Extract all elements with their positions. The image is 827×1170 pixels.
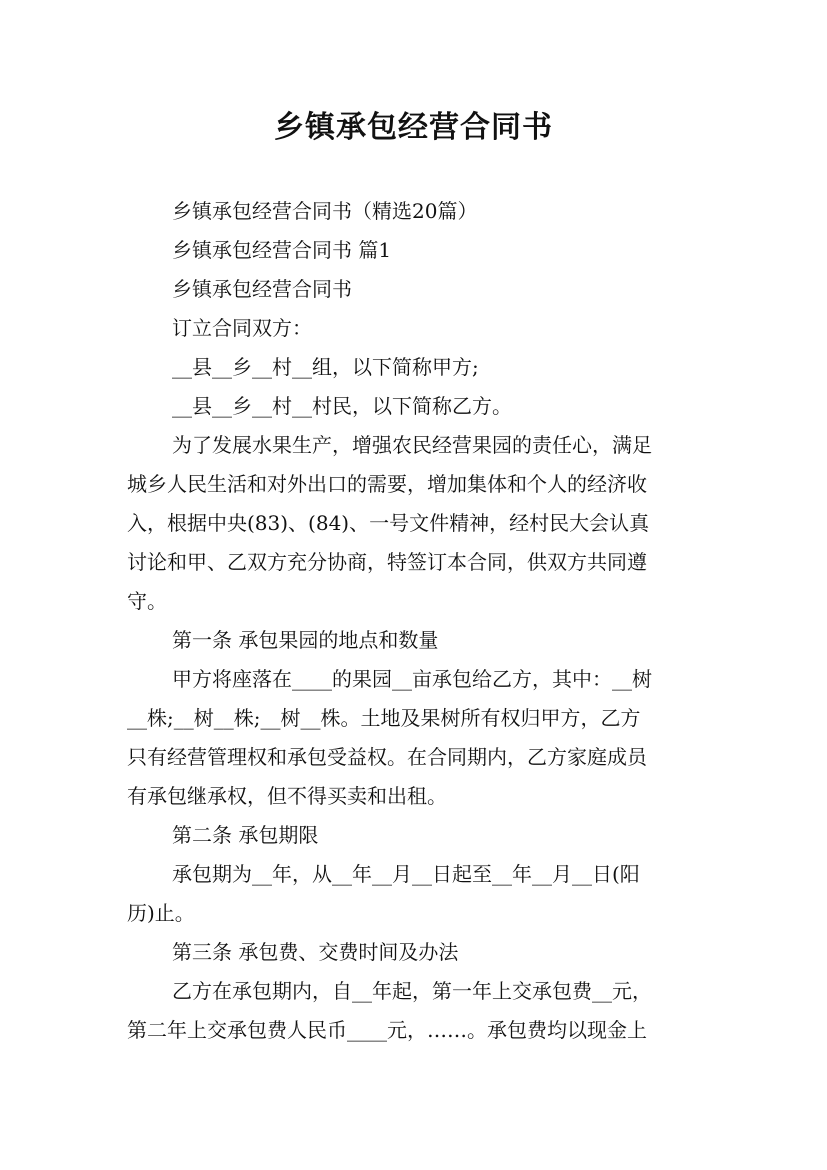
text-line: 乡镇承包经营合同书（精选20篇） xyxy=(172,199,478,223)
text-line: 乡镇承包经营合同书 xyxy=(172,277,352,301)
text-line: 历)止。 xyxy=(127,901,195,925)
text-line: 为了发展水果生产，增强农民经营果园的责任心，满足 xyxy=(172,433,652,457)
section-heading: 第二条 承包期限 xyxy=(172,823,319,847)
text-line: __株;__树__株;__树__株。土地及果树所有权归甲方，乙方 xyxy=(127,706,641,730)
text-line: 讨论和甲、乙双方充分协商，特签订本合同，供双方共同遵 xyxy=(127,550,647,574)
text-line: 入，根据中央(83)、(84)、一号文件精神，经村民大会认真 xyxy=(127,511,650,535)
text-line: 乡镇承包经营合同书 篇1 xyxy=(172,238,392,262)
text-line: 承包期为__年，从__年__月__日起至__年__月__日(阳 xyxy=(172,862,640,886)
text-line: __县__乡__村__村民，以下简称乙方。 xyxy=(172,394,512,418)
section-heading: 第一条 承包果园的地点和数量 xyxy=(172,628,439,652)
text-line: 城乡人民生活和对外出口的需要，增加集体和个人的经济收 xyxy=(127,472,647,496)
text-line: 订立合同双方： xyxy=(172,316,312,340)
text-line: 乙方在承包期内，自__年起，第一年上交承包费__元， xyxy=(172,979,652,1003)
section-heading: 第三条 承包费、交费时间及办法 xyxy=(172,940,459,964)
text-line: __县__乡__村__组，以下简称甲方; xyxy=(172,355,479,379)
text-line: 只有经营管理权和承包受益权。在合同期内，乙方家庭成员 xyxy=(127,745,647,769)
text-line: 守。 xyxy=(127,589,167,613)
document-title: 乡镇承包经营合同书 xyxy=(274,110,553,145)
text-line: 第二年上交承包费人民币____元，……。承包费均以现金上 xyxy=(127,1018,647,1042)
text-line: 甲方将座落在____的果园__亩承包给乙方，其中：__树 xyxy=(172,667,652,691)
text-line: 有承包继承权，但不得买卖和出租。 xyxy=(127,784,447,808)
